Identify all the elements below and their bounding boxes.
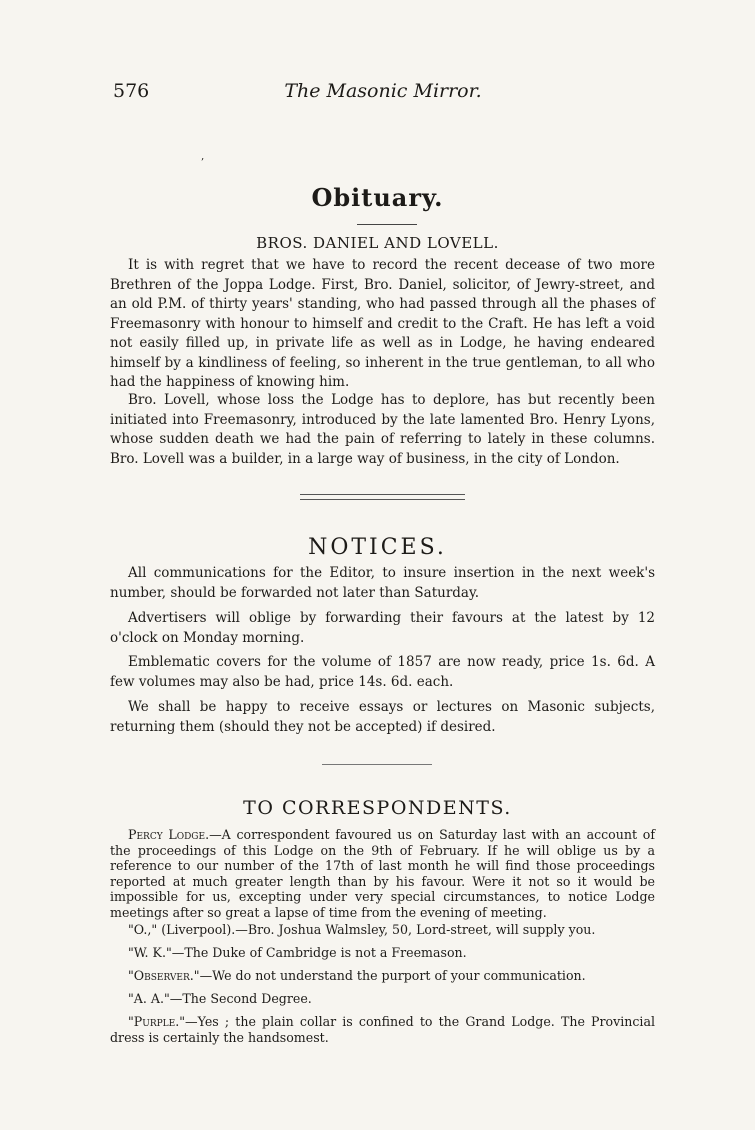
entry-lead: "A. A."	[128, 991, 170, 1006]
running-head	[113, 80, 653, 104]
correspondent-entry	[110, 968, 655, 984]
entry-lead: "O.,"	[128, 922, 158, 937]
notice-item: We shall be happy to receive essays or lectures on Masonic subjects, returning them (should they not be accepted) if desired.	[110, 699, 655, 735]
entry-text: —We do not understand the purport of your communication.	[199, 968, 586, 983]
obituary-paragraph: Bro. Lovell, whose loss the Lodge has to deplore, has but recently been initiated into Freemasonry, introduced by the late lamented Bro. Henry Lyons, whose sudden death we had the pain of referring to lately in these columns. Bro. Lovell was a builder, in a large way of business, in the city of London.	[110, 392, 655, 467]
entry-text: —The Duke of Cambridge is not a Freemason.	[171, 945, 467, 960]
notice-item: All communications for the Editor, to insure insertion in the next week's number, should be forwarded not later than Saturday.	[110, 565, 655, 601]
entry-text: (Liverpool).—Bro. Joshua Walmsley, 50, Lord-street, will supply you.	[157, 922, 596, 937]
entry-text: —The Second Degree.	[169, 991, 312, 1006]
notice-item: Emblematic covers for the volume of 1857 are now ready, price 1s. 6d. A few volumes may also be had, price 14s. 6d. each.	[110, 654, 655, 690]
notice-item: Advertisers will oblige by forwarding their favours at the latest by 12 o'clock on Monday morning.	[110, 610, 655, 646]
entry-lead: "Purple."	[128, 1014, 186, 1029]
entry-lead: "Observer."	[128, 968, 200, 983]
entry-lead: "W. K."	[128, 945, 172, 960]
section-divider	[300, 494, 465, 500]
correspondent-entry	[110, 1014, 655, 1045]
correspondents-heading: TO CORRESPONDENTS.	[243, 797, 512, 819]
page-number: 576	[113, 80, 150, 102]
obituary-subhead: BROS. DANIEL AND LOVELL.	[256, 234, 499, 252]
correspondent-entry	[110, 945, 655, 961]
ink-speck: ‚	[201, 151, 205, 162]
entry-lead: Percy Lodge.	[128, 827, 210, 842]
correspondent-entry	[110, 922, 655, 938]
entry-text: —Yes ; the plain collar is confined to the Grand Lodge. The Provincial dress is certainly the handsomest.	[110, 1014, 655, 1045]
heading-rule	[357, 224, 417, 225]
correspondent-entry	[110, 991, 655, 1007]
section-divider	[322, 764, 432, 765]
correspondent-entry	[110, 827, 655, 920]
notices-heading: NOTICES.	[308, 535, 447, 560]
obituary-heading: Obituary.	[311, 183, 444, 212]
entry-text: —A correspondent favoured us on Saturday last with an account of the proceedings of this Lodge on the 9th of February. If he will oblige us by a reference to our number of the 17th of last month he will find those proceedings reported at much greater length than by his favour. Were it not so it would be impossible for us, excepting under very special circumstances, to notice Lodge meetings after so great a lapse of time from the evening of meeting.	[110, 827, 655, 920]
obituary-paragraph: It is with regret that we have to record the recent decease of two more Brethren of the Joppa Lodge. First, Bro. Daniel, solicitor, of Jewry-street, and an old P.M. of thirty years' standing, who had passed through all the phases of Freemasonry with honour to himself and credit to the Craft. He has left a void not easily filled up, in private life as well as in Lodge, he having endeared himself by a kindliness of feeling, so inherent in the true gentleman, to all who had the happiness of knowing him.	[110, 257, 655, 390]
journal-title: The Masonic Mirror.	[284, 80, 482, 102]
